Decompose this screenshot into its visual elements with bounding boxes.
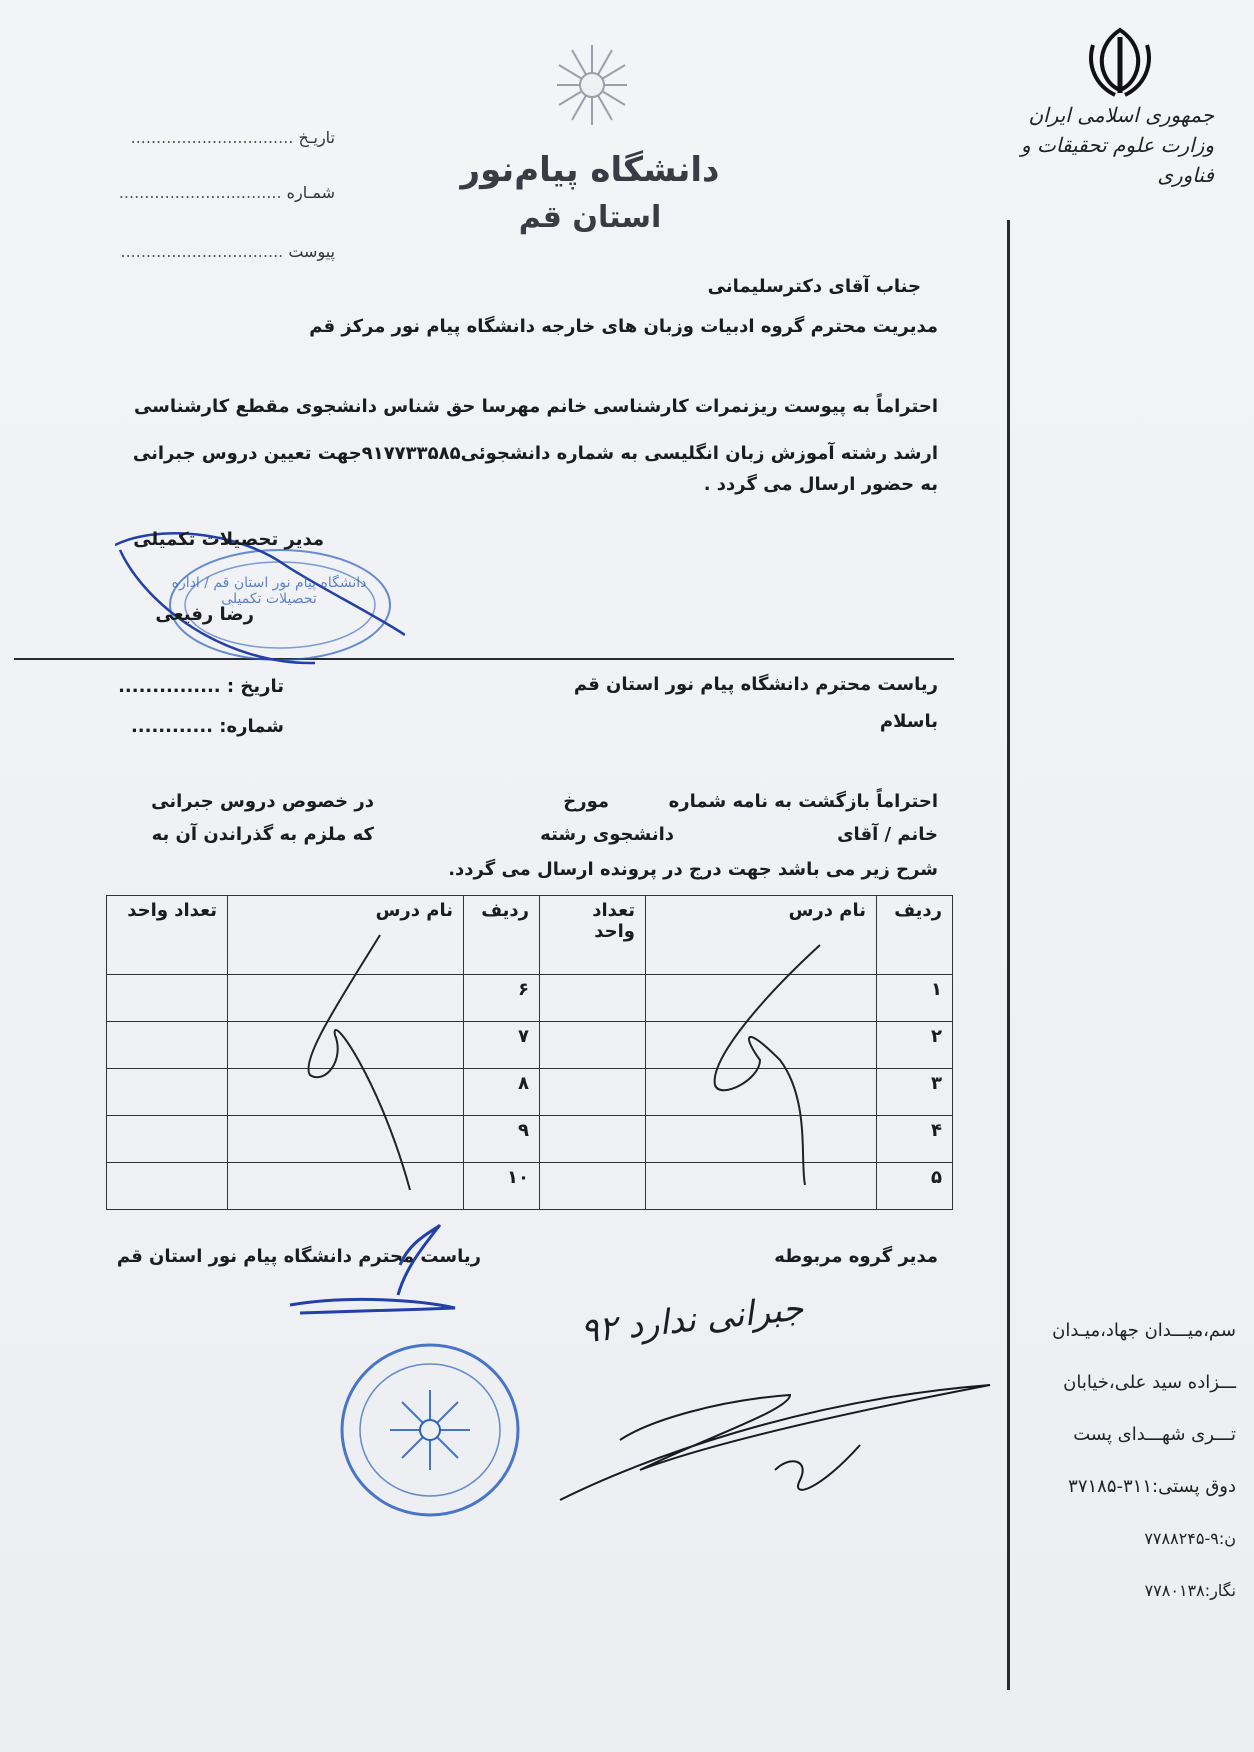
date-dots: ................................ [130, 128, 294, 147]
address-line6: نگار:۷۷۸۰۱۳۸ [1144, 1581, 1236, 1600]
ministry-line1: جمهوری اسلامی ایران [1028, 103, 1214, 127]
table-cell: ۱ [877, 975, 953, 1022]
letter1-para2: ارشد رشته آموزش زبان انگلیسی به شماره دانشجوئی۹۱۷۷۳۳۵۸۵جهت تعیین دروس جبرانی [132, 443, 938, 464]
ministry-line2: وزارت علوم تحقیقات و فناوری [1020, 133, 1214, 187]
president-label: ریاست محترم دانشگاه پیام نور استان قم [116, 1246, 481, 1267]
number-label: شمـاره [286, 183, 335, 202]
letter2-line2-mid: دانشجوی رشته [540, 824, 674, 845]
table-cell: ۳ [877, 1069, 953, 1116]
address-line1: سم،میـــدان جهاد،میـدان [1052, 1320, 1236, 1341]
handwritten-note: جبرانی ندارد ۹۲ [578, 1288, 806, 1352]
letter2-date: تاریخ : ............... [118, 676, 284, 697]
attachment-label: پیوست [288, 242, 335, 261]
attachment-dots: ................................ [120, 242, 284, 261]
letter1-para3: به حضور ارسال می گردد . [703, 474, 938, 495]
letter1-signer-name: رضا رفیعی [155, 604, 254, 625]
header-row-number-2: ردیف [464, 896, 540, 975]
letter2-line2-left: که ملزم به گذراندن آن به [151, 824, 374, 845]
header-units-1: تعداد واحد [540, 896, 646, 975]
address-line5: ن:۹-۷۷۸۸۲۴۵ [1144, 1529, 1236, 1548]
table-cell: ۶ [464, 975, 540, 1022]
university-name: دانشگاه پیام‌نور [460, 150, 720, 190]
letter1-para1: احتراماً به پیوست ریزنمرات کارشناسی خانم مهرسا حق شناس دانشجوی مقطع کارشناسی [133, 396, 938, 417]
letter2-line2-right: خانم / آقای [837, 824, 938, 845]
header-units-2: تعداد واحد [107, 896, 228, 975]
letter2-line1-left: در خصوص دروس جبرانی [151, 791, 374, 812]
number-dots: ................................ [118, 183, 282, 202]
table-cell: ۸ [464, 1069, 540, 1116]
address-block [1021, 1305, 1236, 1617]
table-cell: ۹ [464, 1116, 540, 1163]
table-cell: ۱۰ [464, 1163, 540, 1210]
header-course-name-2: نام درس [228, 896, 464, 975]
letter2-line1-mid: مورخ [563, 791, 609, 812]
table-cell: ۴ [877, 1116, 953, 1163]
table-cell: ۵ [877, 1163, 953, 1210]
table-cell: ۲ [877, 1022, 953, 1069]
group-manager-label: مدیر گروه مربوطه [774, 1246, 938, 1267]
address-line2: ـــزاده سید علی،خیابان [1063, 1372, 1236, 1393]
date-label: تاریـخ [298, 128, 335, 147]
letter2-line1-right: احتراماً بازگشت به نامه شماره [668, 791, 938, 812]
letter2-greeting: باسلام [879, 711, 938, 732]
header-course-name-1: نام درس [646, 896, 877, 975]
header-row-number-1: ردیف [877, 896, 953, 975]
letter2-addressee: ریاست محترم دانشگاه پیام نور استان قم [573, 674, 938, 695]
letter2-number: شماره: ............ [130, 716, 284, 737]
university-province: استان قم [518, 200, 662, 235]
letter1-addressee: جناب آقای دکترسلیمانی [707, 276, 921, 297]
table-cell: ۷ [464, 1022, 540, 1069]
address-line3: تـــری شهـــدای پست [1073, 1424, 1236, 1445]
letter2-line3: شرح زیر می باشد جهت درج در پرونده ارسال می گردد. [448, 859, 938, 880]
address-line4: دوق پستی:۳۱۱-۳۷۱۸۵ [1068, 1476, 1236, 1497]
stamp-text: دانشگاه پیام نور استان قم / اداره تحصیلات تکمیلی [171, 575, 367, 607]
letter1-signer-title: مدیر تحصیلات تکمیلی [133, 529, 324, 550]
letter1-title: مدیریت محترم گروه ادبیات وزبان های خارجه دانشگاه پیام نور مرکز قم [309, 316, 938, 337]
